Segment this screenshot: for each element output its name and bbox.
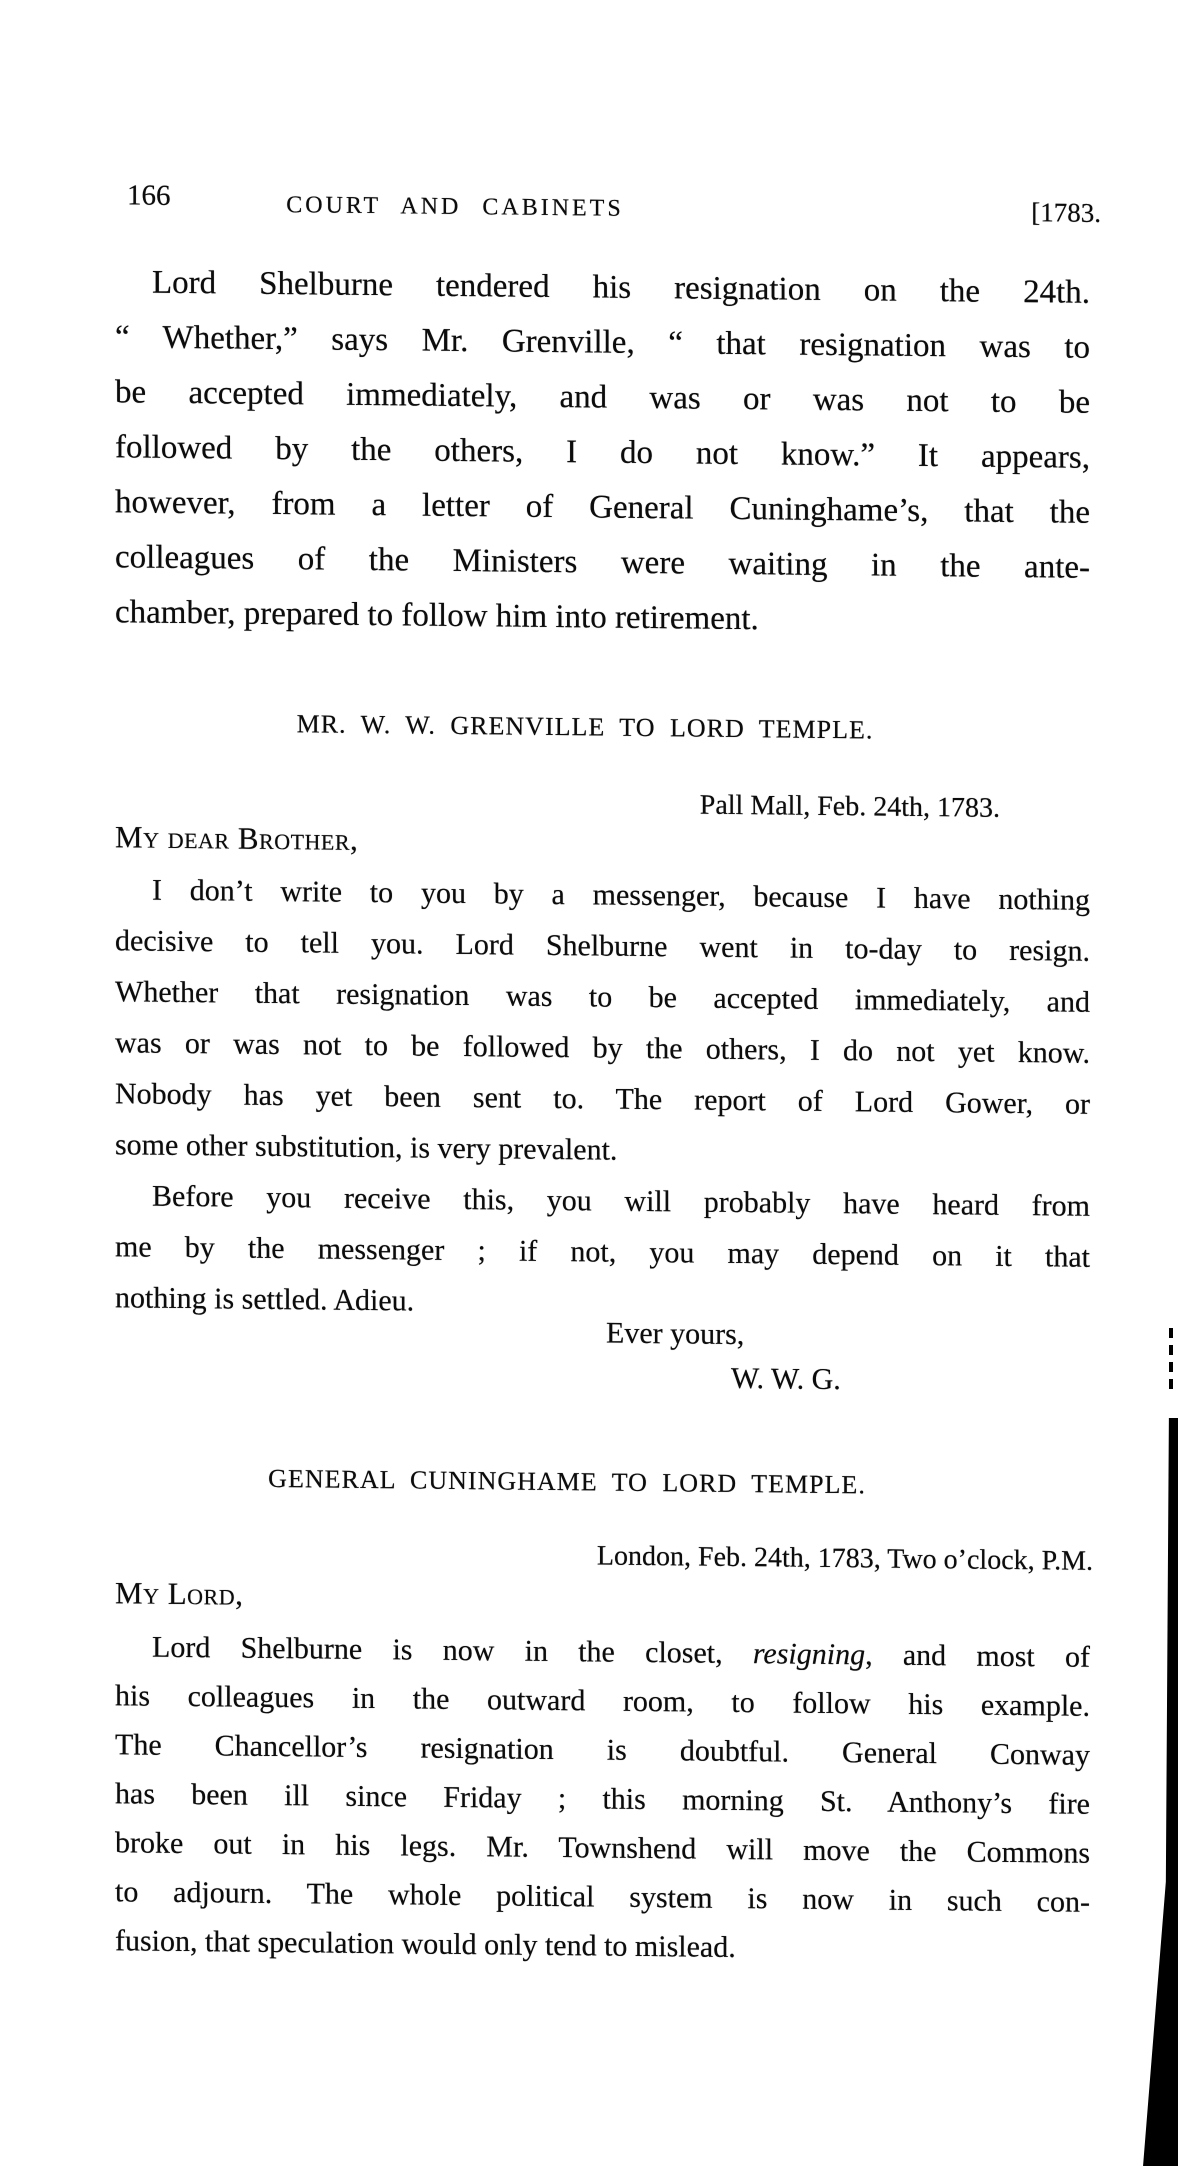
letter2-line-post: , and most of [865,1638,1090,1674]
scan-dash-mark [1169,1328,1173,1390]
letter1-line: was or was not to be followed by the others, I do not yet know. [115,1026,1090,1070]
running-title: COURT AND CABINETS [286,192,624,222]
letter2-salutation: My Lord, [115,1575,244,1612]
letter1-line: some other substitution, is very prevalent. [115,1128,618,1167]
letter1-line: nothing is settled. Adieu. [115,1281,415,1318]
letter1-salutation: My dear Brother, [115,819,359,857]
intro-line: followed by the others, I do not know.” It appears, [115,429,1090,476]
letter1-line: I don’t write to you by a messenger, because I have nothing [152,873,1090,917]
letter2-line: fusion, that speculation would only tend to mislead. [115,1924,736,1964]
letter1-dateline: Pall Mall, Feb. 24th, 1783. [699,789,1000,824]
intro-paragraph [115,255,1090,651]
intro-line: “ Whether,” says Mr. Grenville, “ that resignation was to [115,319,1090,366]
intro-line: however, from a letter of General Cuninghame’s, that the [115,484,1090,531]
letter2-heading: GENERAL CUNINGHAME TO LORD TEMPLE. [268,1463,866,1500]
letter2-line: The Chancellor’s resignation is doubtful. General Conway [115,1728,1090,1772]
intro-line: chamber, prepared to follow him into retirement. [115,594,759,638]
letter1-valediction: Ever yours, [606,1316,745,1352]
letter2-body [115,1622,1090,1976]
letter1-line: me by the messenger ; if not, you may depend on it that [115,1230,1090,1274]
letter1-signature: W. W. G. [731,1361,841,1397]
letter1-heading: MR. W. W. GRENVILLE TO LORD TEMPLE. [296,709,874,745]
letter2-line: to adjourn. The whole political system is now in such con- [115,1875,1090,1919]
intro-line: Lord Shelburne tendered his resignation on the 24th. [152,264,1090,311]
intro-line: colleagues of the Ministers were waiting in the ante- [115,539,1090,586]
letter1-line: Whether that resignation was to be accepted immediately, and [115,975,1090,1019]
letter2-line-pre: Lord Shelburne is now in the closet, [152,1630,753,1671]
intro-line: be accepted immediately, and was or was not to be [115,374,1090,421]
letter1-line: decisive to tell you. Lord Shelburne went in to-day to resign. [115,924,1090,968]
letter1-body [115,864,1090,1334]
letter2-line: broke out in his legs. Mr. Townshend will move the Commons [115,1826,1090,1870]
page-number: 166 [127,179,171,212]
letter2-line-italic: resigning [752,1637,866,1672]
letter1-line: Before you receive this, you will probably have heard from [152,1179,1090,1223]
letter2-line: his colleagues in the outward room, to follow his example. [115,1679,1090,1723]
letter1-line: Nobody has yet been sent to. The report of Lord Gower, or [115,1077,1090,1121]
letter2-dateline: London, Feb. 24th, 1783, Two o’clock, P.M. [596,1540,1093,1577]
letter2-line: has been ill since Friday ; this morning St. Anthony’s fire [115,1777,1090,1821]
header-date-bracket: [1783. [1031,197,1101,228]
